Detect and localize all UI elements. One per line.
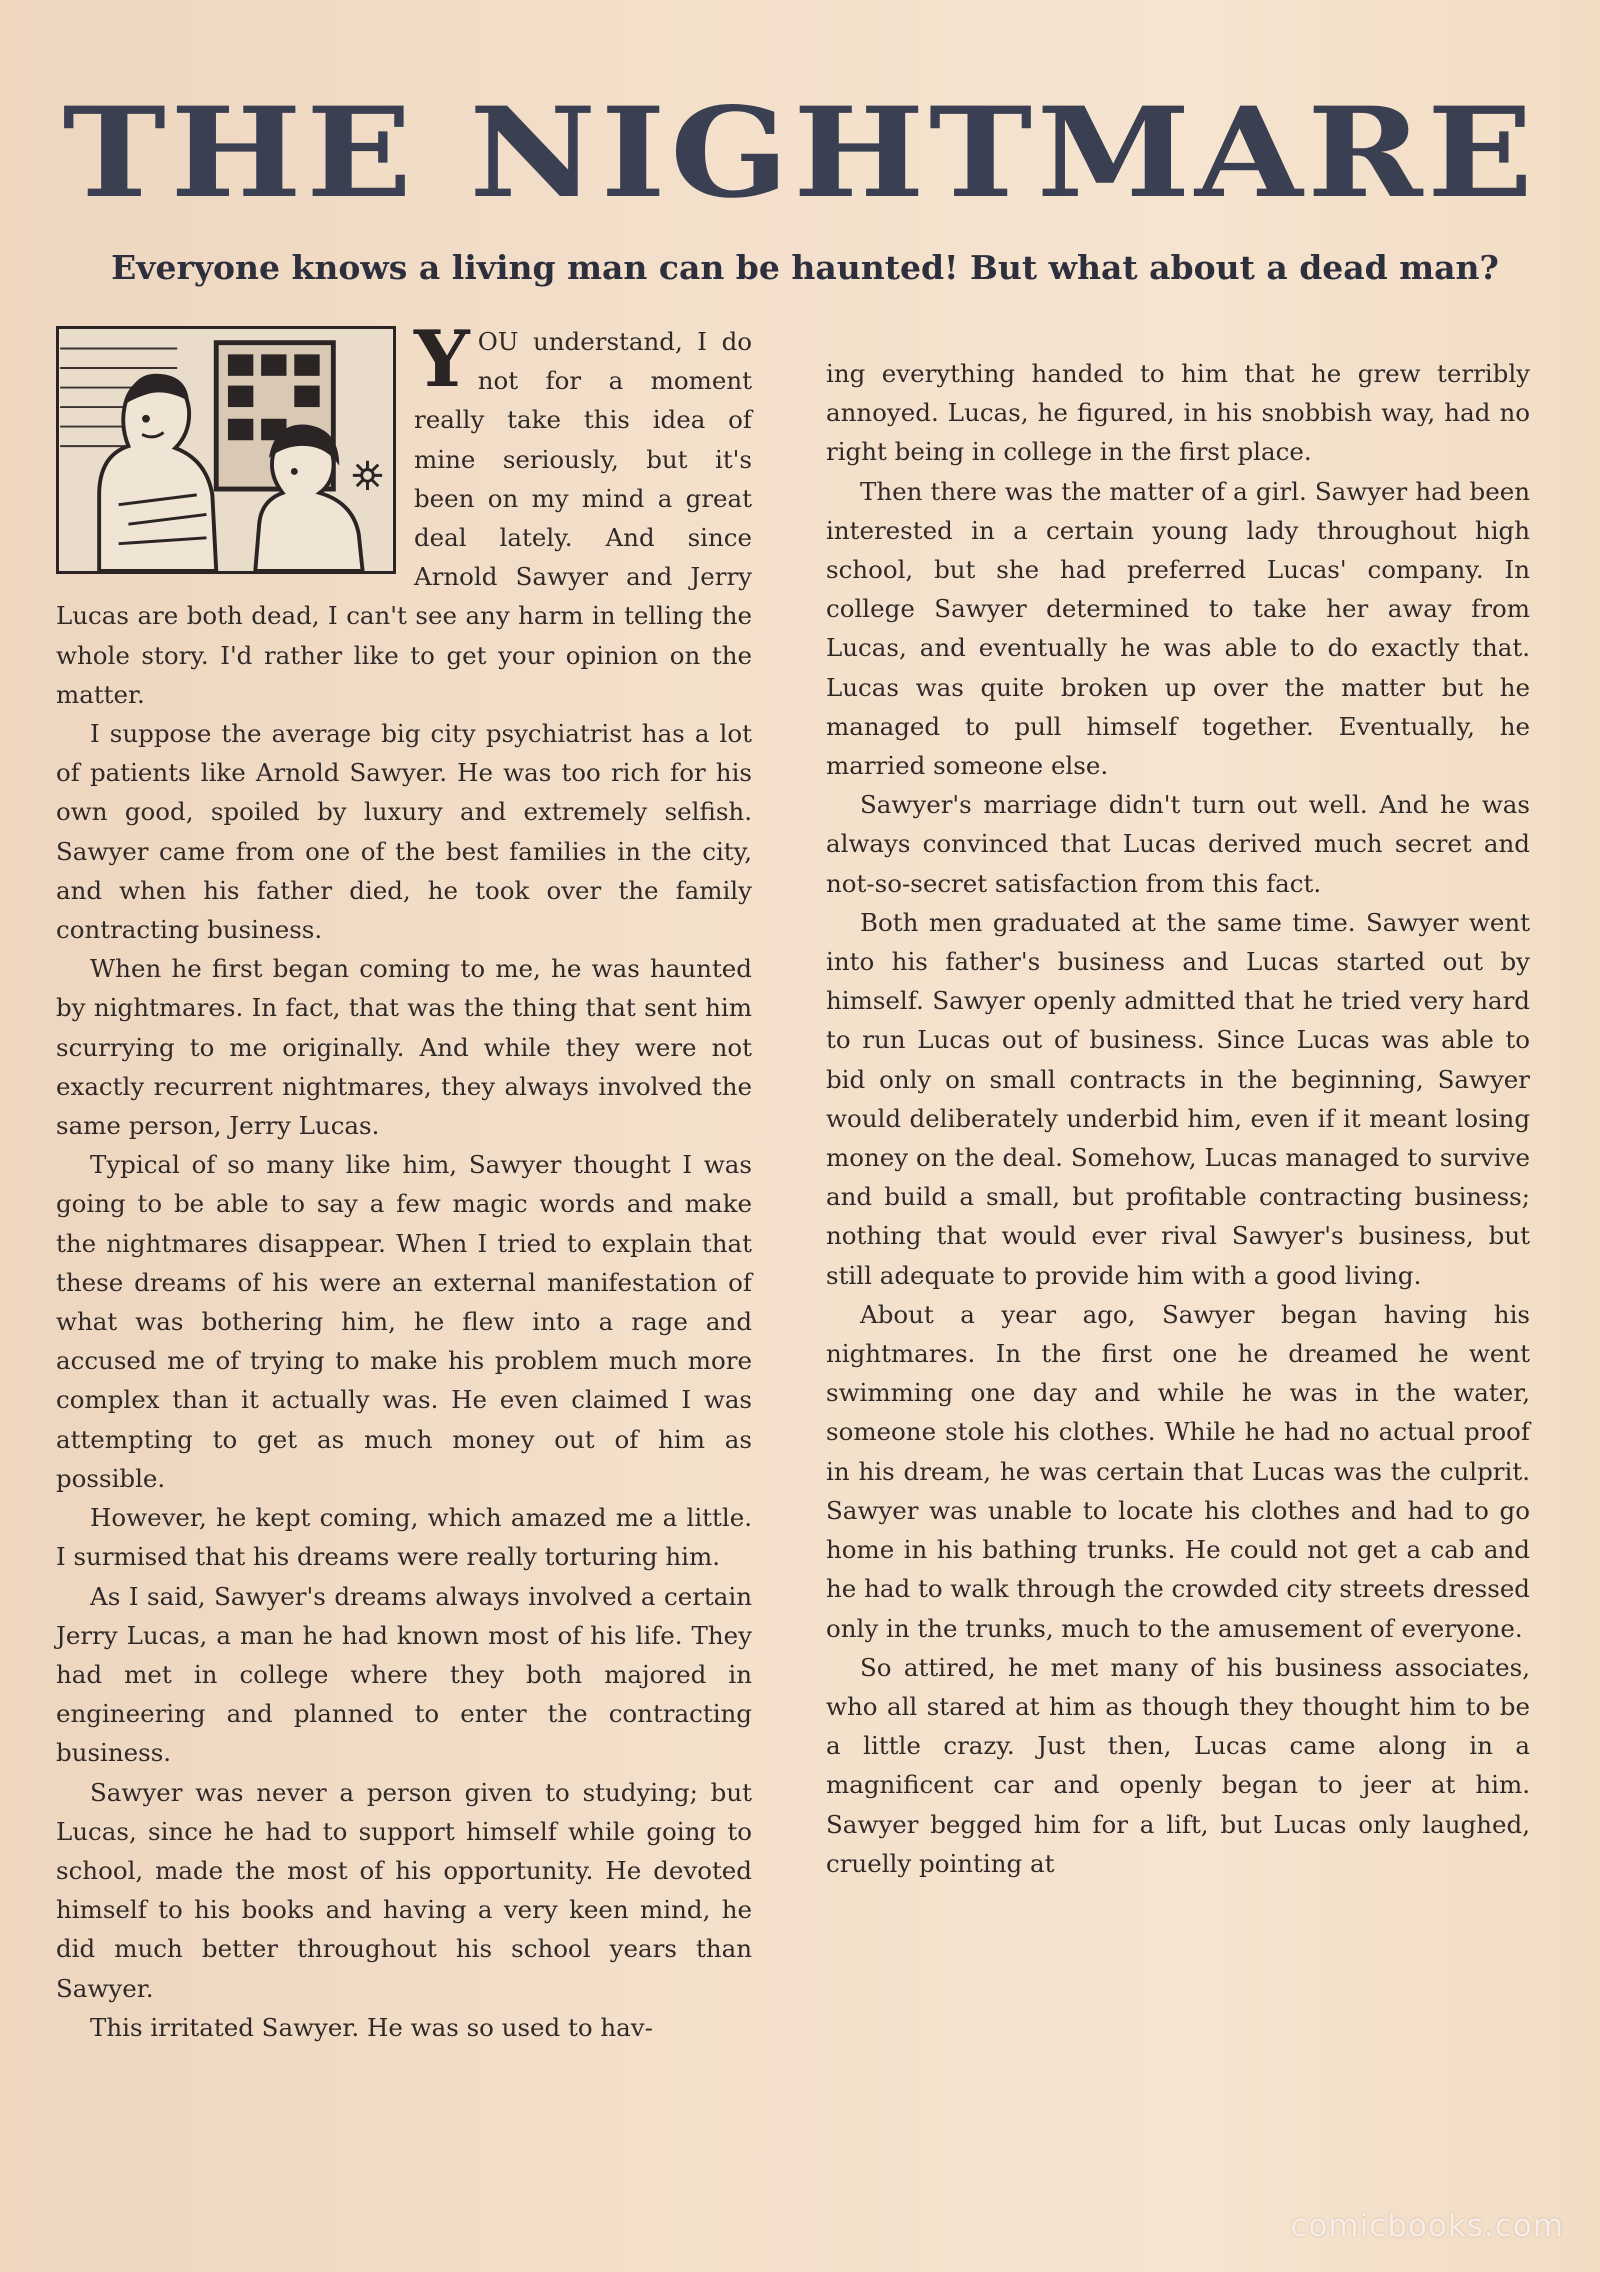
illustration-figures-icon [59, 329, 393, 571]
story-subtitle: Everyone knows a living man can be haunted! But what about a dead man? [111, 248, 1499, 287]
paragraph: Both men graduated at the same time. Sawyer went into his father's business and Lucas started out by himself. Sawyer openly admitted that he tried very hard to run Lucas out of business. Since Lucas was able to bid only on small contracts in the beginning, Sawyer would deliberately underbid him, even if it meant losing money on the deal. Somehow, Lucas managed to survive and build a small, but profitable contracting business; nothing that would ever rival Sawyer's business, but still adequate to provide him with a good living. [826, 907, 1530, 1290]
source-watermark: comicbooks.com [1290, 2208, 1564, 2244]
left-column [56, 314, 752, 2162]
paragraph: ing everything handed to him that he grew terribly annoyed. Lucas, he figured, in his snobbish way, had no right being in college in the first place. [826, 359, 1530, 467]
drop-cap: Y [414, 314, 470, 405]
story-title: THE NIGHTMARE [62, 81, 1538, 226]
paragraph: Sawyer's marriage didn't turn out well. And he was always convinced that Lucas derived much secret and not-so-secret satisfaction from this fact. [826, 790, 1530, 898]
paragraph: However, he kept coming, which amazed me a little. I surmised that his dreams were really torturing him. [56, 1503, 752, 1572]
paragraph: So attired, he met many of his business associates, who all stared at him as though they thought him to be a little crazy. Just then, Lucas came along in a magnificent car and openly began to jeer at him. Sawyer begged him for a lift, but Lucas only laughed, cruelly pointing at [826, 1652, 1530, 1878]
right-column [826, 354, 1530, 2194]
paragraph: I suppose the average big city psychiatrist has a lot of patients like Arnold Sawyer. He was too rich for his own good, spoiled by luxury and extremely selfish. Sawyer came from one of the best families in the city, and when his father died, he took over the family contracting business. [56, 719, 752, 945]
paragraph: As I said, Sawyer's dreams always involved a certain Jerry Lucas, a man he had known most of his life. They had met in college where they both majored in engineering and planned to enter the contracting business. [56, 1581, 752, 1768]
paragraph: Typical of so many like him, Sawyer thought I was going to be able to say a few magic words and make the nightmares disappear. When I tried to explain that these dreams of his were an external manifestation of what was bothering him, he flew into a rage and accused me of trying to make his problem much more complex than it actually was. He even claimed I was attempting to get as much money out of him as possible. [56, 1150, 752, 1493]
paragraph-text: OU understand, I do not for a moment really take this idea of mine seriously, but it's been on my mind a great deal lately. And since Arnold Sawyer and Jerry Lucas are both dead, I can't see any harm in telling the whole story. I'd rather like to get your opinion on the matter. [56, 327, 752, 709]
paragraph: Then there was the matter of a girl. Sawyer had been interested in a certain young lady throughout high school, but she had preferred Lucas' company. In college Sawyer determined to take her away from Lucas, and eventually he was able to do exactly that. Lucas was quite broken up over the matter but he managed to pull himself together. Eventually, he married someone else. [826, 476, 1530, 781]
paragraph: This irritated Sawyer. He was so used to hav- [90, 2012, 653, 2042]
paragraph: When he first began coming to me, he was haunted by nightmares. In fact, that was the thing that sent him scurrying to me originally. And while they were not exactly recurrent nightmares, they always involved the same person, Jerry Lucas. [56, 954, 752, 1141]
paragraph: About a year ago, Sawyer began having his nightmares. In the first one he dreamed he went swimming one day and while he was in the water, someone stole his clothes. While he had no actual proof in his dream, he was certain that Lucas was the culprit. Sawyer was unable to locate his clothes and had to go home in his bathing trunks. He could not get a cab and he had to walk through the crowded city streets dressed only in the trunks, much to the amusement of everyone. [826, 1299, 1530, 1643]
paragraph: Sawyer was never a person given to studying; but Lucas, since he had to support himself while going to school, made the most of his opportunity. He devoted himself to his books and having a very keen mind, he did much better throughout his school years than Sawyer. [56, 1777, 752, 2003]
header-illustration [56, 326, 396, 574]
